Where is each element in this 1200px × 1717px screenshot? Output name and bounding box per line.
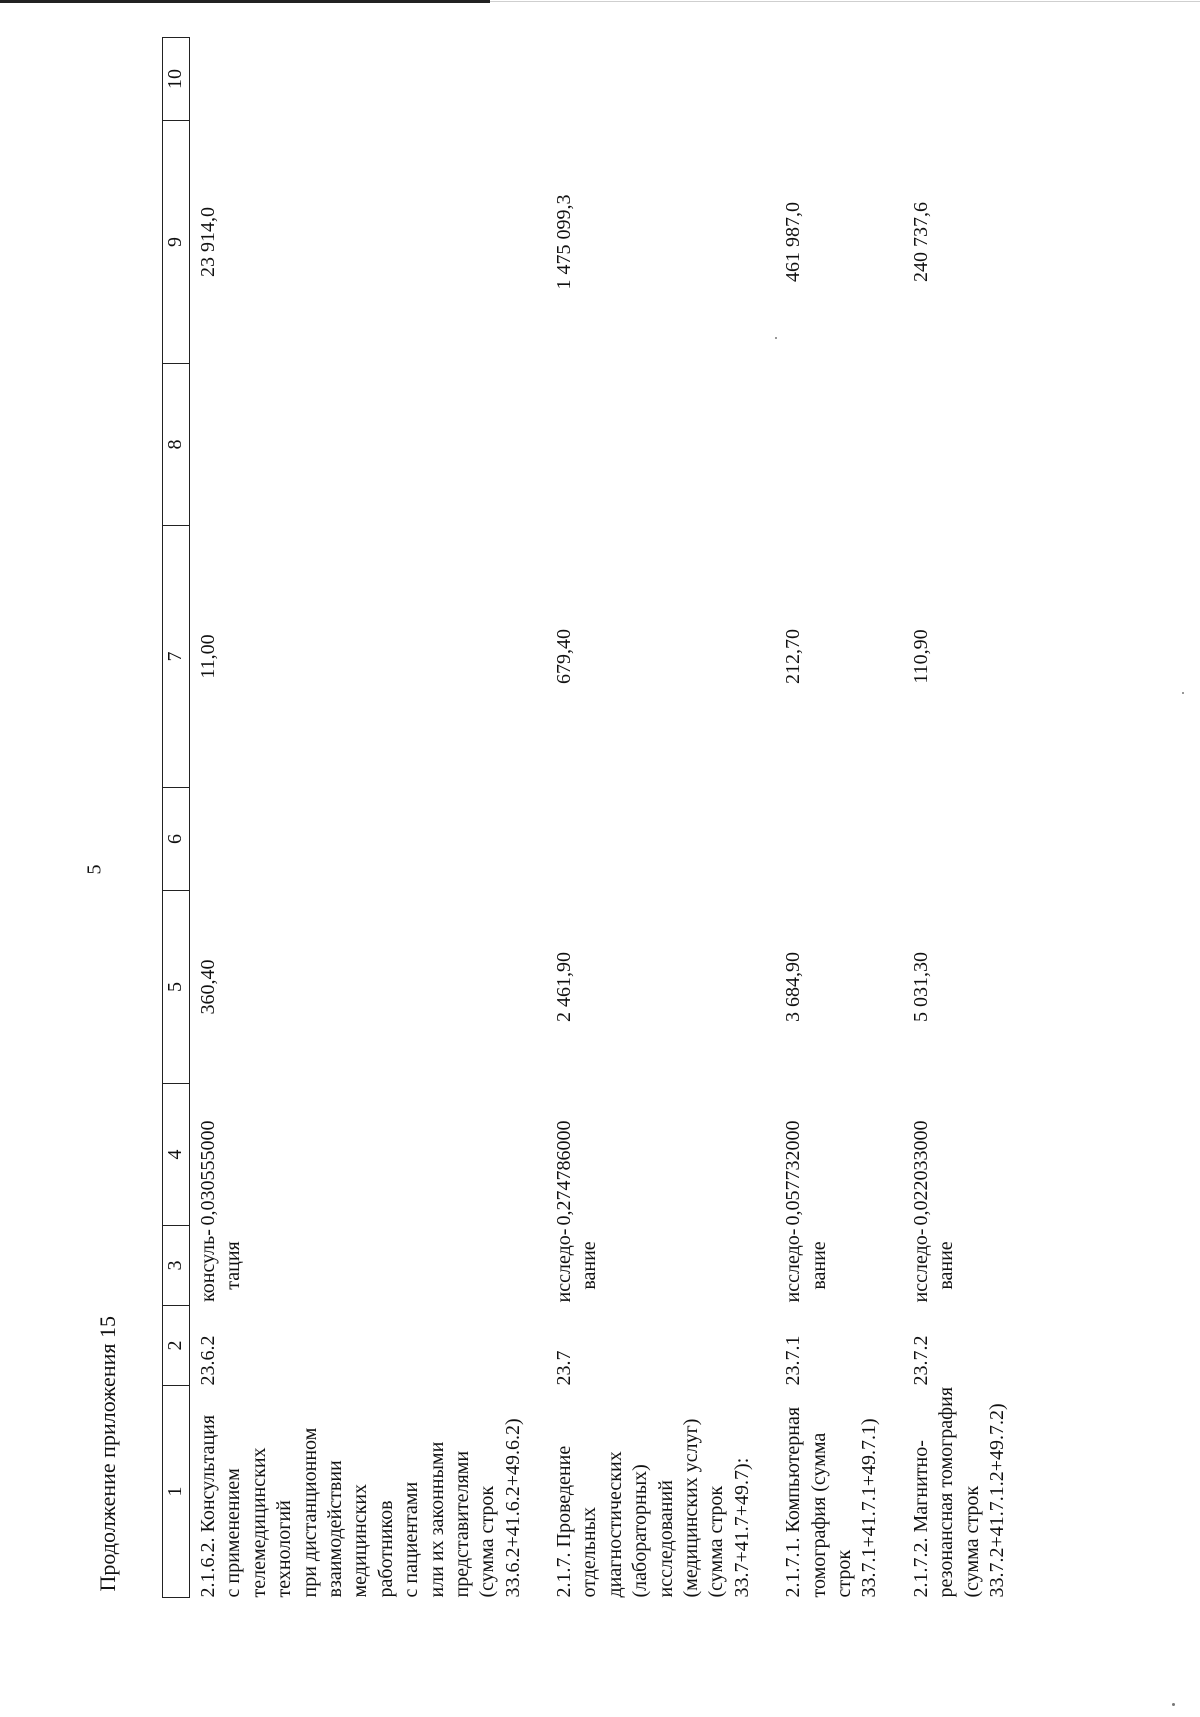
table-header-row [163, 38, 190, 1598]
column-header: 1 [163, 1386, 190, 1598]
row-unit: исследо- вание [782, 1228, 830, 1303]
row-col-5: 360,40 [197, 959, 219, 1015]
row-name: 2.1.6.2. Консультация с применением телемедицинских технологий при дистанционном взаимодействии медицинских работников с пациентами или их законными представителями (сумма строк 33.6.2+41.6.2+49.6.2) [197, 1414, 524, 1598]
row-col-9: 1 475 099,3 [553, 194, 576, 290]
column-header: 9 [163, 121, 190, 364]
scan-speck [1182, 692, 1184, 694]
row-name: 2.1.7.1. Компьютерная томография (сумма строк 33.7.1+41.7.1+49.7.1) [782, 1406, 881, 1598]
column-header: 7 [163, 526, 190, 788]
row-col-5: 3 684,90 [782, 952, 805, 1022]
page-number: 5 [83, 864, 106, 875]
row-col-10 [190, 38, 547, 121]
table-row [546, 38, 775, 1598]
scan-speck [1172, 1703, 1175, 1706]
row-col-7: 679,40 [553, 629, 576, 684]
row-col-9: 240 737,6 [909, 202, 932, 282]
row-code: 23.7 [553, 1350, 576, 1386]
appendix-title: Продолжение приложения 15 [95, 1316, 120, 1592]
row-col-5: 2 461,90 [553, 952, 576, 1022]
column-header: 6 [163, 788, 190, 891]
row-col-10 [775, 38, 903, 121]
row-col-8 [190, 364, 547, 526]
row-col-4: 0,022033000 [909, 1120, 932, 1226]
row-name: 2.1.7. Проведение отдельных диагностических (лабораторных) исследований (медицинских услуг) (сумма строк 33.7+41.7+49.7): [553, 1418, 753, 1598]
row-col-6 [903, 788, 1031, 891]
column-header: 3 [163, 1226, 190, 1306]
data-table [162, 37, 1030, 1598]
row-col-10 [546, 38, 775, 121]
row-col-7: 11,00 [197, 634, 219, 679]
row-name: 2.1.7.2. Магнитно- резонансная томография (сумма строк 33.7.2+41.7.1.2+49.7.2) [909, 1386, 1008, 1598]
table-row [190, 38, 547, 1598]
column-header: 5 [163, 891, 190, 1084]
column-header: 10 [163, 38, 190, 121]
row-unit: консуль- тация [197, 1229, 245, 1302]
row-col-7: 110,90 [909, 629, 932, 684]
row-col-8 [546, 364, 775, 526]
column-header: 4 [163, 1084, 190, 1226]
row-col-9: 23 914,0 [197, 207, 219, 277]
row-code: 23.7.2 [909, 1335, 932, 1386]
row-col-4: 0,030555000 [197, 1120, 219, 1226]
row-col-4: 0,274786000 [553, 1120, 576, 1226]
row-col-8 [775, 364, 903, 526]
row-col-6 [190, 788, 547, 891]
row-col-6 [546, 788, 775, 891]
row-unit: исследо- вание [553, 1228, 601, 1303]
row-col-9: 461 987,0 [782, 202, 805, 282]
scan-speck [775, 337, 777, 339]
column-header: 2 [163, 1306, 190, 1386]
row-col-10 [903, 38, 1031, 121]
table-row [903, 38, 1031, 1598]
row-col-6 [775, 788, 903, 891]
row-col-8 [903, 364, 1031, 526]
row-code: 23.7.1 [782, 1335, 805, 1386]
table-row [775, 38, 903, 1598]
row-unit: исследо- вание [909, 1228, 958, 1303]
column-header: 8 [163, 364, 190, 526]
row-col-5: 5 031,30 [909, 952, 932, 1022]
row-code: 23.6.2 [197, 1335, 219, 1386]
row-col-4: 0,057732000 [782, 1120, 805, 1226]
row-col-7: 212,70 [782, 629, 805, 684]
